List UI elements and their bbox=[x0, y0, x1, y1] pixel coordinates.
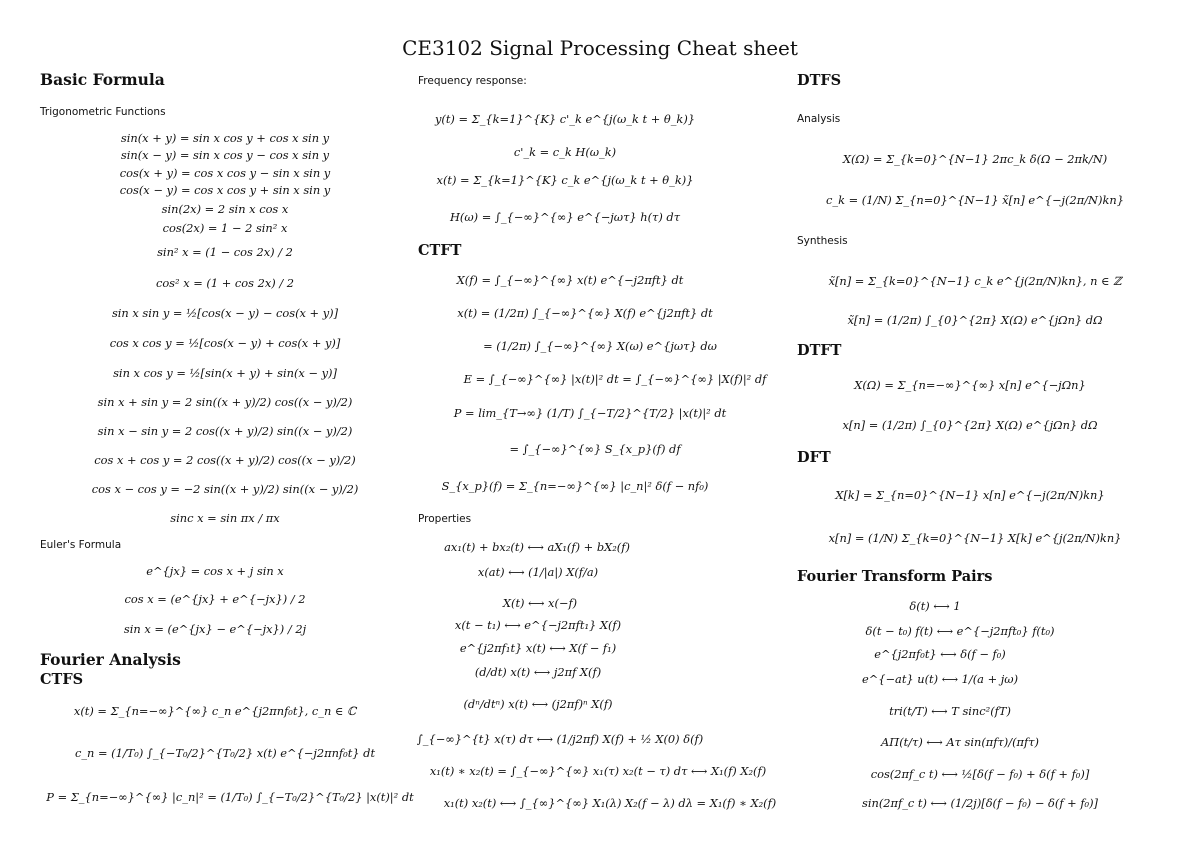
prop-eq-3: X(t) ⟷ x(−f) bbox=[502, 596, 578, 610]
freq-eq-2: c'_k = c_k H(ω_k) bbox=[513, 145, 617, 159]
dtft-eq-1: X(Ω) = Σ_{n=−∞}^{∞} x[n] e^{−jΩn} bbox=[854, 378, 1086, 392]
freq-eq-4: H(ω) = ∫_{−∞}^{∞} e^{−jωτ} h(τ) dτ bbox=[449, 210, 681, 224]
trig-eq-9: sin x sin y = ½[cos(x − y) − cos(x + y)] bbox=[111, 306, 339, 320]
ctft-heading: CTFT bbox=[418, 242, 462, 259]
dft-eq-2: x[n] = (1/N) Σ_{k=0}^{N−1} X[k] e^{j(2π/N)kn} bbox=[828, 531, 1122, 545]
freq-eq-3: x(t) = Σ_{k=1}^{K} c_k e^{j(ω_k t + θ_k)} bbox=[436, 173, 694, 187]
trig-eq-16: sinc x = sin πx / πx bbox=[170, 511, 280, 525]
prop-eq-10: x₁(t) x₂(t) ⟷ ∫_{∞}^{∞} X₁(λ) X₂(f − λ) dλ = X₁(f) ∗ X₂(f) bbox=[443, 796, 777, 810]
ctft-eq-7: S_{x_p}(f) = Σ_{n=−∞}^{∞} |c_n|² δ(f − nf₀) bbox=[441, 479, 709, 493]
trig-label: Trigonometric Functions bbox=[40, 106, 166, 118]
trig-eq-14: cos x + cos y = 2 cos((x + y)/2) cos((x − y)/2) bbox=[94, 453, 356, 467]
ctft-eq-4: E = ∫_{−∞}^{∞} |x(t)|² dt = ∫_{−∞}^{∞} |X(f)|² df bbox=[463, 372, 767, 386]
ctfs-heading: CTFS bbox=[40, 671, 84, 688]
pair-eq-5: tri(t/T) ⟷ T sinc²(fT) bbox=[889, 704, 1011, 718]
pair-eq-2: δ(t − t₀) f(t) ⟷ e^{−j2πft₀} f(t₀) bbox=[865, 624, 1055, 638]
prop-eq-9: x₁(t) ∗ x₂(t) = ∫_{−∞}^{∞} x₁(τ) x₂(t − τ) dτ ⟷ X₁(f) X₂(f) bbox=[429, 764, 767, 778]
trig-eq-12: sin x + sin y = 2 sin((x + y)/2) cos((x − y)/2) bbox=[97, 395, 353, 409]
euler-eq-2: cos x = (e^{jx} + e^{−jx}) / 2 bbox=[124, 592, 306, 606]
prop-eq-6: (d/dt) x(t) ⟷ j2πf X(f) bbox=[474, 665, 602, 679]
ctft-eq-3: = (1/2π) ∫_{−∞}^{∞} X(ω) e^{jωτ} dω bbox=[483, 339, 717, 353]
properties-label: Properties bbox=[418, 513, 472, 525]
ctft-eq-1: X(f) = ∫_{−∞}^{∞} x(t) e^{−j2πft} dt bbox=[456, 273, 684, 287]
trig-eq-5: sin(2x) = 2 sin x cos x bbox=[161, 202, 289, 216]
pair-eq-8: sin(2πf_c t) ⟷ (1/2j)[δ(f − f₀) − δ(f + f₀)] bbox=[862, 796, 1098, 810]
analysis-label: Analysis bbox=[797, 113, 841, 125]
ctft-eq-5: P = lim_{T→∞} (1/T) ∫_{−T/2}^{T/2} |x(t)|² dt bbox=[453, 406, 727, 420]
ft-pairs-heading: Fourier Transform Pairs bbox=[797, 568, 993, 585]
freq-response-label: Frequency response: bbox=[418, 75, 527, 87]
dtft-heading: DTFT bbox=[797, 342, 842, 359]
euler-label: Euler's Formula bbox=[40, 539, 122, 551]
euler-eq-3: sin x = (e^{jx} − e^{−jx}) / 2j bbox=[123, 622, 307, 636]
trig-eq-13: sin x − sin y = 2 cos((x + y)/2) sin((x − y)/2) bbox=[97, 424, 353, 438]
synthesis-eq-2: x̃[n] = (1/2π) ∫_{0}^{2π} X(Ω) e^{jΩn} dΩ bbox=[847, 313, 1103, 327]
trig-eq-10: cos x cos y = ½[cos(x − y) + cos(x + y)] bbox=[109, 336, 341, 350]
dtfs-heading: DTFS bbox=[797, 72, 842, 89]
euler-eq-1: e^{jx} = cos x + j sin x bbox=[146, 564, 284, 578]
dtft-eq-2: x[n] = (1/2π) ∫_{0}^{2π} X(Ω) e^{jΩn} dΩ bbox=[842, 418, 1098, 432]
trig-eq-1: sin(x + y) = sin x cos y + cos x sin y bbox=[120, 131, 330, 145]
prop-eq-2: x(at) ⟷ (1/|a|) X(f/a) bbox=[477, 565, 599, 579]
pair-eq-3: e^{j2πf₀t} ⟷ δ(f − f₀) bbox=[874, 647, 1006, 661]
pair-eq-6: AΠ(t/τ) ⟷ Aτ sin(πfτ)/(πfτ) bbox=[881, 735, 1039, 749]
synthesis-label: Synthesis bbox=[797, 235, 848, 247]
pair-eq-1: δ(t) ⟷ 1 bbox=[909, 599, 961, 613]
ctfs-eq-1: x(t) = Σ_{n=−∞}^{∞} c_n e^{j2πnf₀t}, c_n ∈ ℂ bbox=[73, 704, 357, 718]
dft-eq-1: X[k] = Σ_{n=0}^{N−1} x[n] e^{−j(2π/N)kn} bbox=[835, 488, 1105, 502]
ctft-eq-2: x(t) = (1/2π) ∫_{−∞}^{∞} X(f) e^{j2πft} dt bbox=[457, 306, 713, 320]
dft-heading: DFT bbox=[797, 449, 831, 466]
ctft-eq-6: = ∫_{−∞}^{∞} S_{x_p}(f) df bbox=[509, 442, 681, 456]
pair-eq-4: e^{−at} u(t) ⟷ 1/(a + jω) bbox=[861, 672, 1019, 686]
trig-eq-4: cos(x − y) = cos x cos y + sin x sin y bbox=[119, 183, 331, 197]
trig-eq-15: cos x − cos y = −2 sin((x + y)/2) sin((x − y)/2) bbox=[91, 482, 359, 496]
trig-eq-7: sin² x = (1 − cos 2x) / 2 bbox=[157, 245, 293, 259]
ctfs-eq-2: c_n = (1/T₀) ∫_{−T₀/2}^{T₀/2} x(t) e^{−j2πnf₀t} dt bbox=[74, 746, 376, 760]
prop-eq-7: (dⁿ/dtⁿ) x(t) ⟷ (j2πf)ⁿ X(f) bbox=[463, 697, 613, 711]
trig-eq-6: cos(2x) = 1 − 2 sin² x bbox=[162, 221, 288, 235]
analysis-eq-1: X(Ω) = Σ_{k=0}^{N−1} 2πc_k δ(Ω − 2πk/N) bbox=[842, 152, 1108, 166]
analysis-eq-2: c_k = (1/N) Σ_{n=0}^{N−1} x̃[n] e^{−j(2π/N)kn} bbox=[826, 193, 1124, 207]
prop-eq-5: e^{j2πf₁t} x(t) ⟷ X(f − f₁) bbox=[459, 641, 617, 655]
basic-formula-heading: Basic Formula bbox=[40, 70, 165, 89]
trig-eq-2: sin(x − y) = sin x cos y − cos x sin y bbox=[120, 148, 330, 162]
trig-eq-11: sin x cos y = ½[sin(x + y) + sin(x − y)] bbox=[113, 366, 337, 380]
trig-eq-8: cos² x = (1 + cos 2x) / 2 bbox=[155, 276, 295, 290]
pair-eq-7: cos(2πf_c t) ⟷ ½[δ(f − f₀) + δ(f + f₀)] bbox=[870, 767, 1090, 781]
synthesis-eq-1: x̃[n] = Σ_{k=0}^{N−1} c_k e^{j(2π/N)kn}, n ∈ ℤ bbox=[828, 274, 1122, 288]
fourier-analysis-heading: Fourier Analysis bbox=[40, 650, 181, 669]
freq-eq-1: y(t) = Σ_{k=1}^{K} c'_k e^{j(ω_k t + θ_k)} bbox=[434, 112, 696, 126]
trig-eq-3: cos(x + y) = cos x cos y − sin x sin y bbox=[119, 166, 331, 180]
prop-eq-4: x(t − t₁) ⟷ e^{−j2πft₁} X(f) bbox=[454, 618, 622, 632]
page-title: CE3102 Signal Processing Cheat sheet bbox=[402, 36, 798, 60]
prop-eq-1: ax₁(t) + bx₂(t) ⟷ aX₁(f) + bX₂(f) bbox=[444, 540, 630, 554]
prop-eq-8: ∫_{−∞}^{t} x(τ) dτ ⟷ (1/j2πf) X(f) + ½ X(0) δ(f) bbox=[416, 732, 704, 746]
ctfs-eq-3: P = Σ_{n=−∞}^{∞} |c_n|² = (1/T₀) ∫_{−T₀/2}^{T₀/2} |x(t)|² dt bbox=[46, 790, 414, 804]
